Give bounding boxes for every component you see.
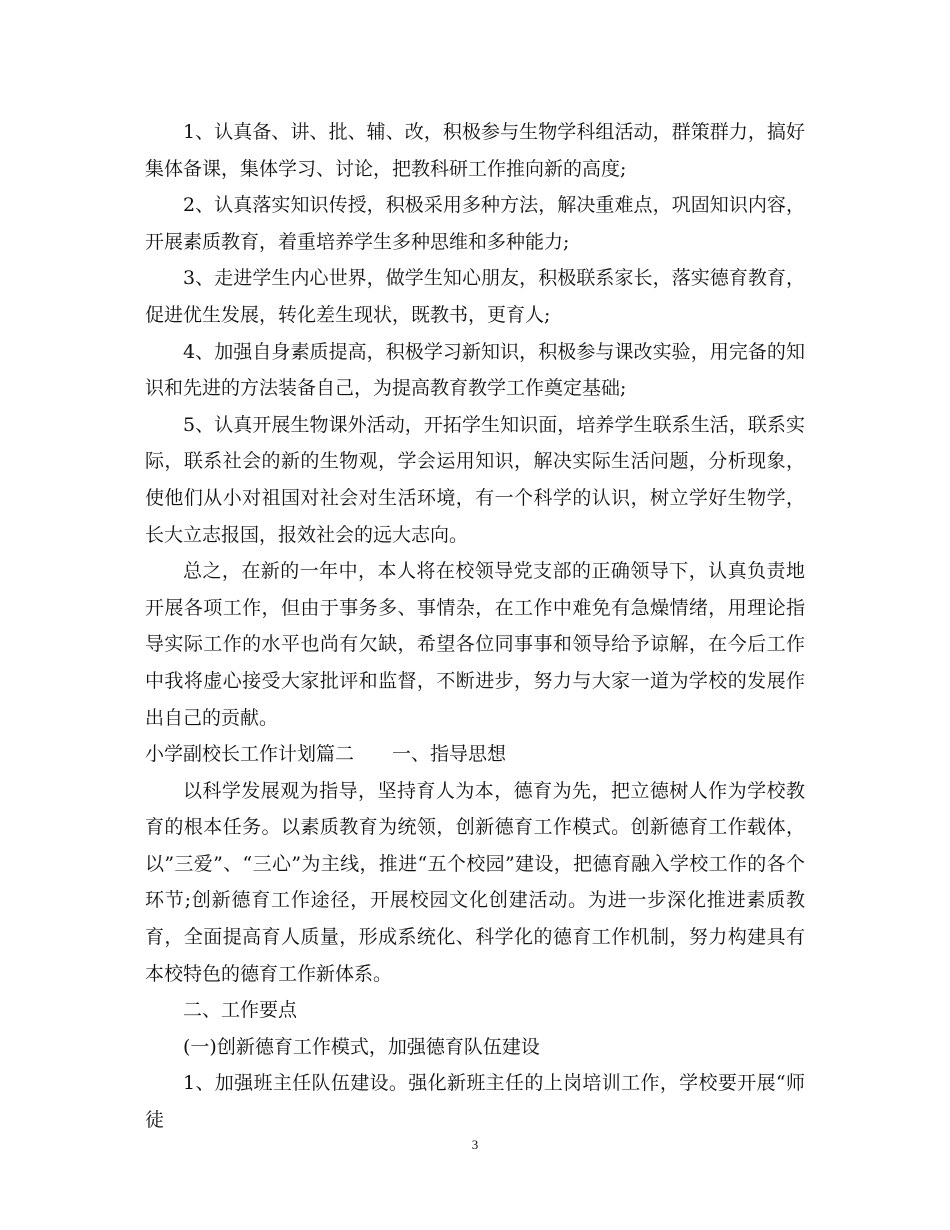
page-number: 3 bbox=[471, 1137, 479, 1152]
paragraph-item-4: 4、加强自身素质提高，积极学习新知识，积极参与课改实验，用完备的知识和先进的方法装备自己，为提高教育教学工作奠定基础; bbox=[145, 340, 805, 400]
paragraph-item-3: 3、走进学生内心世界，做学生知心朋友，积极联系家长，落实德育教育，促进优生发展，转化差生现状，既教书，更育人; bbox=[145, 267, 805, 326]
paragraph-item-6: 1、加强班主任队伍建设。强化新班主任的上岗培训工作，学校要开展“师徒 bbox=[145, 1072, 805, 1132]
summary-paragraph: 总之，在新的一年中，本人将在校领导党支部的正确领导下，认真负责地开展各项工作，但由于事务多、事情杂，在工作中难免有急燥情绪，用理论指导实际工作的水平也尚有欠缺，希望各位同事事和领导给予谅解，在今后工作中我将虚心接受大家批评和监督，不断进步，努力与大家一道为学校的发展作出自己的贡献。 bbox=[145, 560, 805, 729]
section-heading: 小学副校长工作计划篇二 一、指导思想 bbox=[145, 743, 507, 766]
paragraph-item-2: 2、认真落实知识传授，积极采用多种方法，解决重难点，巩固知识内容，开展素质教育，着重培养学生多种思维和多种能力; bbox=[145, 194, 805, 253]
work-points-heading: 二、工作要点 bbox=[183, 999, 298, 1022]
subsection-heading: (一)创新德育工作模式，加强德育队伍建设 bbox=[183, 1035, 540, 1058]
paragraph-item-5: 5、认真开展生物课外活动，开拓学生知识面，培养学生联系生活，联系实际，联系社会的新的生物观，学会运用知识，解决实际生活问题，分析现象，使他们从小对祖国对社会对生活环境，有一个科学的认识，树立学好生物学，长大立志报国，报效社会的远大志向。 bbox=[145, 413, 805, 546]
document-body bbox=[145, 114, 805, 1139]
paragraph-item-1: 1、认真备、讲、批、辅、改，积极参与生物学科组活动，群策群力，搞好集体备课，集体学习、讨论，把教科研工作推向新的高度; bbox=[145, 121, 805, 180]
guiding-thought-paragraph: 以科学发展观为指导，坚持育人为本，德育为先，把立德树人作为学校教育的根本任务。以素质教育为统领，创新德育工作模式。创新德育工作载体，以”三爱”、“三心”为主线，推进“五个校园”建设，把德育融入学校工作的各个环节;创新德育工作途径，开展校园文化创建活动。为进一步深化推进素质教育，全面提高育人质量，形成系统化、科学化的德育工作机制，努力构建具有本校特色的德育工作新体系。 bbox=[145, 779, 805, 985]
